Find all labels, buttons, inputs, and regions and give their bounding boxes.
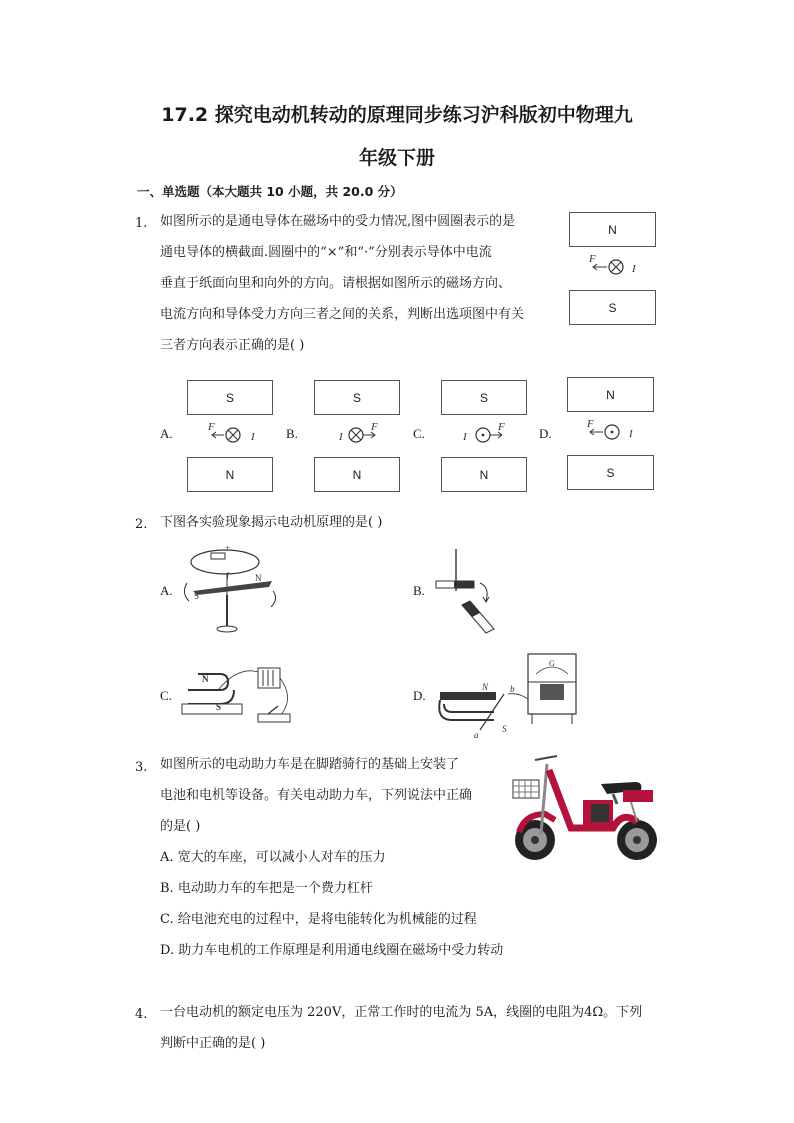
q2-optB-label[interactable]: B. xyxy=(413,583,425,598)
q3-number: 3. xyxy=(135,760,148,775)
q1-line: 通电导体的横截面.圆圈中的“×”和“·”分别表示导体中电流 xyxy=(160,245,492,260)
q1-current-label: I xyxy=(632,263,636,275)
svg-text:G: G xyxy=(549,659,555,668)
svg-text:b: b xyxy=(510,684,515,694)
svg-text:I: I xyxy=(463,431,467,443)
q2-optD-figure xyxy=(432,652,582,740)
q1-optB-magnet-bottom: N xyxy=(314,457,400,492)
q3-option-b[interactable]: B. 电动助力车的车把是一个费力杠杆 xyxy=(160,881,373,896)
svg-text:N: N xyxy=(202,674,209,684)
q1-conductor-figure xyxy=(569,248,659,286)
q1-optB-magnet-top: S xyxy=(314,380,400,415)
q2-optA-figure xyxy=(175,543,285,638)
ebike-illustration xyxy=(505,750,665,865)
q1-line: 电流方向和导体受力方向三者之间的关系，判断出选项图中有关 xyxy=(160,307,525,322)
svg-text:a: a xyxy=(474,730,479,740)
svg-text:N: N xyxy=(482,682,489,692)
q1-line: 如图所示的是通电导体在磁场中的受力情况,图中圆圈表示的是 xyxy=(160,214,516,229)
q1-optC-magnet-bottom: N xyxy=(441,457,527,492)
q1-optD-label[interactable]: D. xyxy=(539,426,552,441)
q3-option-c[interactable]: C. 给电池充电的过程中，是将电能转化为机械能的过程 xyxy=(160,912,477,927)
svg-text:I: I xyxy=(629,428,633,440)
q4-line: 判断中正确的是( ) xyxy=(160,1036,266,1051)
q2-number: 2. xyxy=(135,517,148,532)
q1-optD-magnet-bottom: S xyxy=(567,455,654,490)
q1-optA-label[interactable]: A. xyxy=(160,426,173,441)
q1-line: 三者方向表示正确的是( ) xyxy=(160,338,305,353)
q1-optC-magnet-top: S xyxy=(441,380,527,415)
svg-text:F: F xyxy=(208,421,215,433)
svg-text:S: S xyxy=(194,591,200,601)
q1-magnet-top: N xyxy=(569,212,656,247)
q1-force-label: F xyxy=(589,253,596,265)
q1-optD-magnet-top: N xyxy=(567,377,654,412)
q1-magnet-bottom: S xyxy=(569,290,656,325)
svg-text:F: F xyxy=(498,421,505,433)
q2-optA-label[interactable]: A. xyxy=(160,583,173,598)
q3-option-a[interactable]: A. 宽大的车座，可以减小人对车的压力 xyxy=(160,850,386,865)
svg-text:+: + xyxy=(225,543,231,553)
q1-line: 垂直于纸面向里和向外的方向。请根据如图所示的磁场方向、 xyxy=(160,276,512,291)
page-title-line2: 年级下册 xyxy=(358,147,435,169)
q1-optB-conductor xyxy=(314,418,404,452)
svg-text:F: F xyxy=(371,421,378,433)
page-title-line1: 17.2 探究电动机转动的原理同步练习沪科版初中物理九 xyxy=(161,104,633,126)
svg-text:-: - xyxy=(205,546,208,556)
svg-text:I: I xyxy=(339,431,343,443)
q3-line: 电池和电机等设备。有关电动助力车，下列说法中正确 xyxy=(160,788,473,803)
q2-optD-label[interactable]: D. xyxy=(413,688,426,703)
q3-line: 的是( ) xyxy=(160,819,201,834)
svg-text:I: I xyxy=(251,431,255,443)
q1-optC-label[interactable]: C. xyxy=(413,426,425,441)
svg-text:S: S xyxy=(216,702,222,712)
q1-optA-magnet-top: S xyxy=(187,380,273,415)
q4-line: 一台电动机的额定电压为 220V，正常工作时的电流为 5A，线圈的电阻为4Ω。下列 xyxy=(160,1005,643,1020)
q1-optC-conductor xyxy=(441,418,531,452)
q1-number: 1. xyxy=(135,216,148,231)
q1-optA-conductor xyxy=(187,418,277,452)
q3-line: 如图所示的电动助力车是在脚踏骑行的基础上安装了 xyxy=(160,757,460,772)
svg-text:F: F xyxy=(587,418,594,430)
svg-text:N: N xyxy=(255,573,262,583)
q2-text: 下图各实验现象揭示电动机原理的是( ) xyxy=(160,515,383,530)
q3-option-d[interactable]: D. 助力车电机的工作原理是利用通电线圈在磁场中受力转动 xyxy=(160,943,504,958)
svg-text:I: I xyxy=(226,571,229,581)
section-heading: 一、单选题（本大题共 10 小题，共 20.0 分） xyxy=(137,184,403,199)
q1-optB-label[interactable]: B. xyxy=(286,426,298,441)
q1-optA-magnet-bottom: N xyxy=(187,457,273,492)
q1-optD-conductor xyxy=(567,415,657,449)
q2-optC-figure xyxy=(178,660,298,730)
q2-optB-figure xyxy=(430,545,510,635)
svg-text:S: S xyxy=(502,724,507,734)
q4-number: 4. xyxy=(135,1007,148,1022)
q2-optC-label[interactable]: C. xyxy=(160,688,172,703)
